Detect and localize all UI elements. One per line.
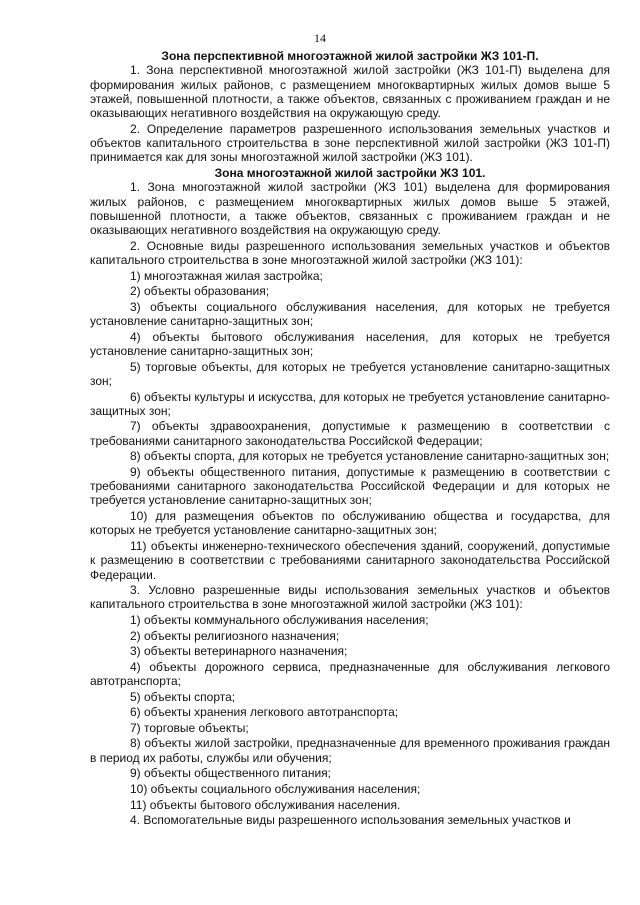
- paragraph: 1. Зона многоэтажной жилой застройки (ЖЗ 101) выделена для формирования жилых районов, с размещением многоквартирных жилых домов выше 5 этажей, повышенной плотности, а также объектов, связанных с проживанием граждан и не оказывающих негативного воздействия на окружающую среду.: [90, 180, 610, 238]
- paragraph: 8) объекты спорта, для которых не требуется установление санитарно-защитных зон;: [130, 449, 610, 464]
- paragraph: 7) объекты здравоохранения, допустимые к размещению в соответствии с требованиями санитарного законодательства Российской Федерации;: [90, 419, 610, 448]
- paragraph: 4. Вспомогательные виды разрешенного использования земельных участков и: [130, 813, 571, 828]
- paragraph: 3) объекты ветеринарного назначения;: [130, 644, 348, 659]
- paragraph: 4) объекты дорожного сервиса, предназначенные для обслуживания легкового автотранспорта;: [90, 659, 610, 689]
- paragraph: 7) торговые объекты;: [130, 720, 249, 735]
- section-heading: Зона многоэтажной жилой застройки ЖЗ 101.: [214, 165, 486, 180]
- paragraph: 2) объекты религиозного назначения;: [130, 628, 340, 643]
- paragraph: 5) торговые объекты, для которых не требуется установление санитарно-защитных зон;: [90, 359, 610, 388]
- paragraph: 3) объекты социального обслуживания населения, для которых не требуется установление санитарно-защитных зон;: [90, 299, 610, 329]
- paragraph: 6) объекты культуры и искусства, для которых не требуется установление санитарно-защитных зон;: [90, 389, 610, 418]
- paragraph: 6) объекты хранения легкового автотранспорта;: [130, 705, 399, 720]
- paragraph: 1) объекты коммунального обслуживания населения;: [130, 613, 429, 628]
- paragraph: 9) объекты общественного питания, допустимые к размещению в соответствии с требованиями санитарного законодательства Российской Федерации и для которых не требуется установление санитарно-защитных зон;: [90, 464, 610, 508]
- paragraph: 11) объекты бытового обслуживания населения.: [130, 797, 401, 812]
- paragraph: 2. Определение параметров разрешенного использования земельных участков и объектов капитального строительства в зоне перспективной жилой застройки (ЖЗ 101-П) принимается как для зоны многоэтажной жилой застройки (ЖЗ 101).: [90, 121, 610, 165]
- paragraph: 10) для размещения объектов по обслуживанию общества и государства, для которых не требуется установление санитарно-защитных зон;: [90, 509, 610, 538]
- paragraph: 11) объекты инженерно-технического обеспечения зданий, сооружений, допустимые к размещению в соответствии с требованиями санитарного законодательства Российской Федерации.: [90, 538, 610, 582]
- paragraph: 3. Условно разрешенные виды использования земельных участков и объектов капитального строительства в зоне многоэтажной жилой застройки (ЖЗ 101):: [90, 583, 610, 612]
- paragraph: 9) объекты общественного питания;: [130, 766, 331, 781]
- paragraph: 8) объекты жилой застройки, предназначенные для временного проживания граждан в период их работы, службы или обучения;: [90, 736, 610, 765]
- section-heading: Зона перспективной многоэтажной жилой застройки ЖЗ 101-П.: [161, 49, 539, 63]
- paragraph: 2) объекты образования;: [130, 284, 270, 299]
- paragraph: 4) объекты бытового обслуживания населения, для которых не требуется установление санитарно-защитных зон;: [90, 329, 610, 359]
- paragraph: 5) объекты спорта;: [130, 689, 236, 704]
- paragraph: 2. Основные виды разрешенного использования земельных участков и объектов капитального строительства в зоне многоэтажной жилой застройки (ЖЗ 101):: [90, 238, 610, 268]
- paragraph: 1. Зона перспективной многоэтажной жилой застройки (ЖЗ 101-П) выделена для формирования жилых районов, с размещением многоквартирных жилых домов выше 5 этажей, повышенной плотности, а также объектов, связанных с проживанием граждан и не оказывающих негативного воздействия на окружающую среду.: [90, 63, 610, 121]
- document-body: [90, 49, 610, 829]
- paragraph: 10) объекты социального обслуживания населения;: [130, 781, 421, 796]
- page-number: 14: [314, 31, 326, 45]
- paragraph: 1) многоэтажная жилая застройка;: [130, 268, 323, 283]
